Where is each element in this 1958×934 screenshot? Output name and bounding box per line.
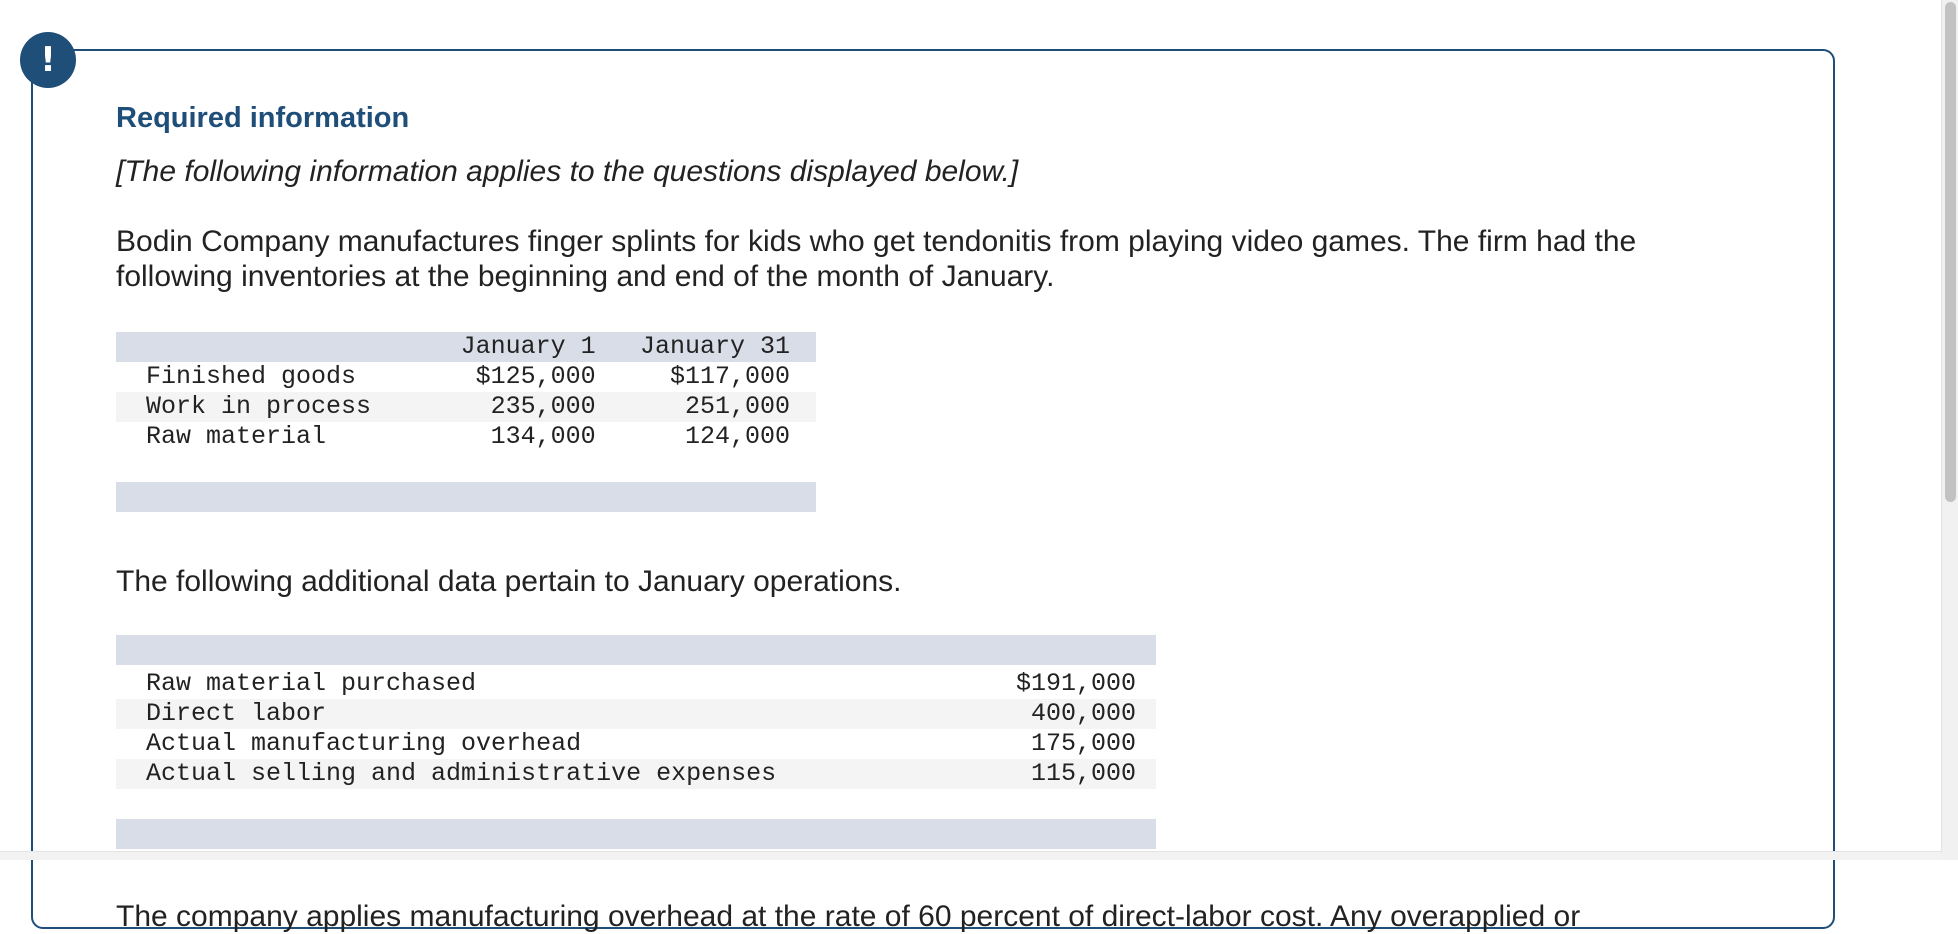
row-value: 115,000: [974, 759, 1156, 789]
additional-data-intro: The following additional data pertain to January operations.: [116, 565, 902, 598]
row-label: Work in process: [116, 392, 449, 422]
row-value: 400,000: [974, 699, 1156, 729]
row-label: Actual manufacturing overhead: [146, 729, 582, 758]
additional-table-header: [116, 635, 1156, 665]
inventory-table-header: [116, 332, 816, 362]
row-value: $191,000: [1015, 669, 1136, 698]
table-footer-bar: [116, 482, 816, 512]
table-footer-bar: [116, 819, 1156, 849]
row-label: Actual selling and administrative expenses: [116, 759, 974, 789]
required-information-title: Required information: [116, 102, 410, 134]
scrollbar-thumb[interactable]: [1945, 2, 1956, 502]
cell-january-1: $125,000: [475, 362, 596, 391]
alert-exclamation-icon: !: [20, 32, 76, 88]
vertical-scrollbar[interactable]: [1941, 0, 1958, 860]
row-label: Raw material: [146, 422, 327, 451]
cell-january-1: 235,000: [449, 392, 617, 422]
cell-january-31: 124,000: [684, 422, 790, 451]
table-row: [116, 422, 816, 452]
additional-data-table: [116, 635, 1156, 849]
table-row: [116, 759, 1156, 789]
table-row: [116, 392, 816, 422]
row-label: Finished goods: [146, 362, 357, 391]
cell-january-1: 134,000: [490, 422, 596, 451]
problem-intro: Bodin Company manufactures finger splints for kids who get tendonitis from playing video games. The firm had the following inventories at the beginning and end of the month of January.: [116, 225, 1637, 293]
table-row: [116, 729, 1156, 759]
bottom-edge-bar: [0, 851, 1942, 860]
header-january-31: January 31: [618, 332, 816, 362]
header-january-1: January 1: [449, 332, 617, 362]
row-label: Direct labor: [116, 699, 974, 729]
inventory-table: [116, 332, 816, 512]
row-label: Raw material purchased: [146, 669, 477, 698]
table-row: [116, 699, 1156, 729]
overhead-rate-text: The company applies manufacturing overhead at the rate of 60 percent of direct-labor cost. Any overapplied or: [116, 900, 1581, 933]
cell-january-31: $117,000: [669, 362, 790, 391]
table-row: [116, 669, 1156, 699]
card-content: [116, 98, 1756, 934]
row-value: 175,000: [1030, 729, 1136, 758]
table-row: [116, 362, 816, 392]
cell-january-31: 251,000: [618, 392, 816, 422]
intro-note: [The following information applies to the questions displayed below.]: [116, 155, 1019, 188]
